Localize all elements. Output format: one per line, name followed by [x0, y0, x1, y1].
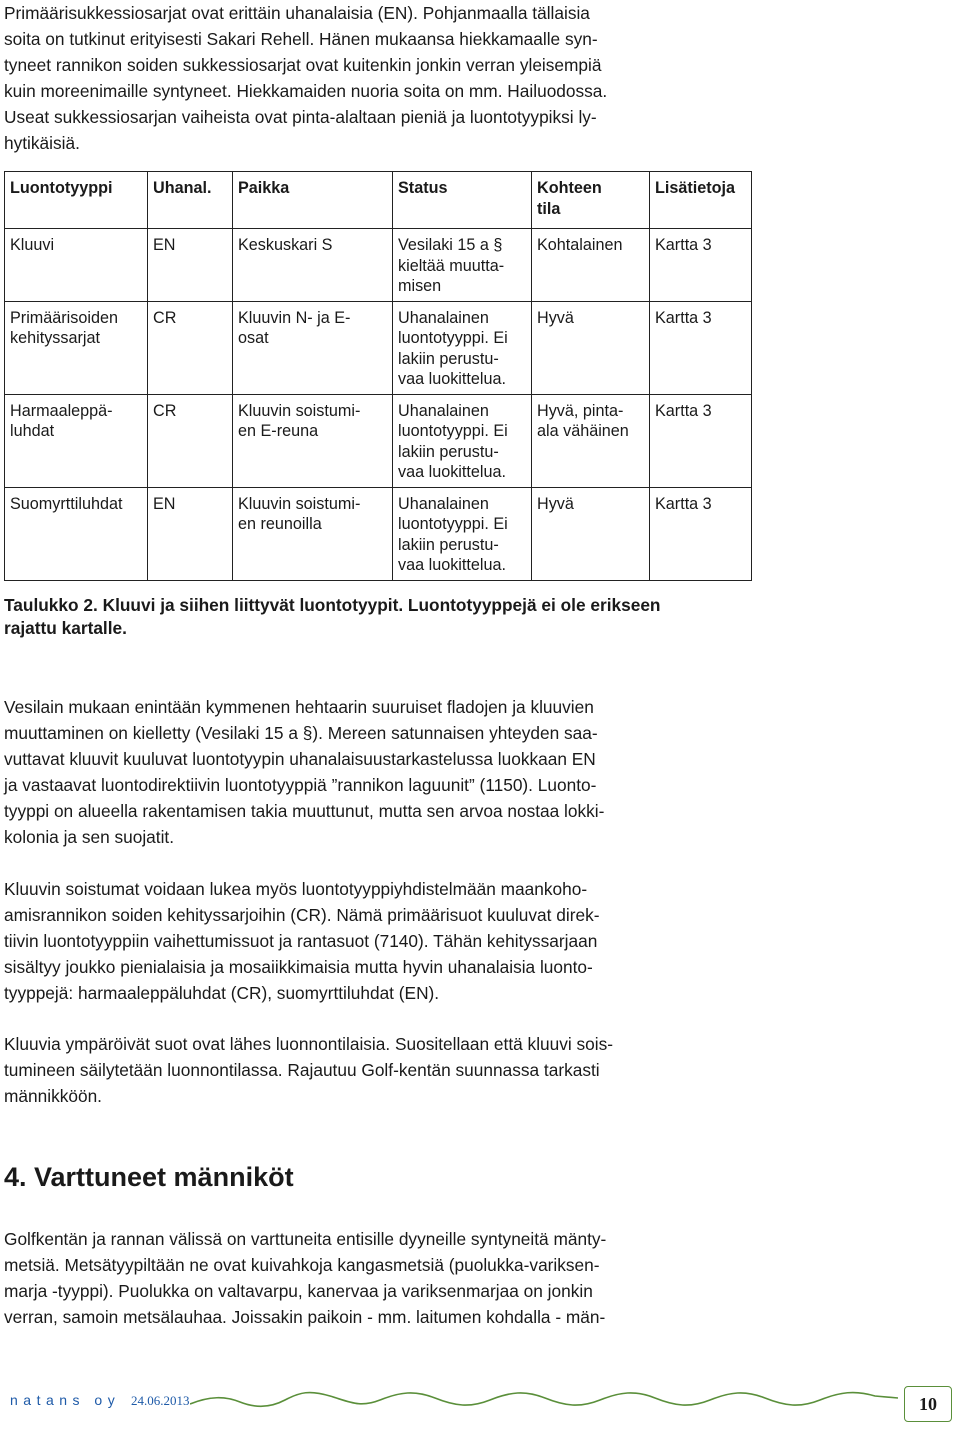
- cell-text: Hyvä: [537, 308, 574, 327]
- table-cell: [233, 301, 393, 394]
- table-cell: [5, 487, 148, 580]
- text-line: Useat sukkessiosarjan vaiheista ovat pinta-alaltaan pieniä ja luontotyypiksi ly-: [4, 107, 597, 127]
- text-line: vuttavat kluuvit kuuluvat luontotyypin uhanalaisuustarkastelussa luokkaan EN: [4, 749, 596, 769]
- footer-brand: natans oy: [10, 1392, 121, 1408]
- cell-text: Primäärisoiden: [10, 308, 118, 327]
- cell-text: Keskuskari S: [238, 236, 333, 254]
- table-cell: [148, 487, 233, 580]
- cell-text: Paikka: [238, 179, 290, 197]
- cell-text: Status: [398, 179, 448, 197]
- text-line: tumineen säilytetään luonnontilassa. Rajautuu Golf-kentän suunnassa tarkasti: [4, 1060, 600, 1080]
- cell-text: Kluuvin soistumi-: [238, 401, 361, 420]
- cell-text: en E-reuna: [238, 422, 319, 440]
- table-cell: [393, 301, 532, 394]
- body-paragraph: [4, 1226, 752, 1330]
- cell-text: en reunoilla: [238, 515, 322, 533]
- table-cell: [148, 229, 233, 302]
- cell-text: osat: [238, 329, 269, 347]
- column-header: [650, 172, 752, 229]
- cell-text: Luontotyyppi: [10, 179, 113, 197]
- table-cell: [233, 229, 393, 302]
- table-cell: [650, 229, 752, 302]
- cell-text: Uhanal.: [153, 179, 212, 197]
- table-cell: [5, 229, 148, 302]
- table-cell: [650, 301, 752, 394]
- cell-text: Hyvä: [537, 494, 574, 513]
- table-cell: [532, 487, 650, 580]
- body-paragraph: [4, 876, 752, 1006]
- text-line: Taulukko 2. Kluuvi ja siihen liittyvät luontotyypit. Luontotyyppejä ei ole erikseen: [4, 595, 661, 615]
- cell-text: misen: [398, 277, 442, 295]
- text-line: marja -tyyppi). Puolukka on valtavarpu, kanervaa ja variksenmarjaa on jonkin: [4, 1281, 593, 1301]
- footer-date: 24.06.2013: [131, 1393, 190, 1408]
- cell-text: luontotyyppi. Ei: [398, 329, 508, 347]
- table-cell: [532, 229, 650, 302]
- text-line: sisältyy joukko pienialaisia ja mosaiikkimaisia mutta hyvin uhanalaisia luonto-: [4, 957, 593, 977]
- table-caption: [4, 594, 754, 640]
- table-row: [5, 487, 752, 580]
- table-row: [5, 229, 752, 302]
- table-header-row: [5, 172, 752, 229]
- cell-text: kehityssarjat: [10, 329, 100, 347]
- column-header: [393, 172, 532, 229]
- table-cell: [393, 487, 532, 580]
- intro-paragraph: [4, 0, 752, 156]
- cell-text: luhdat: [10, 422, 55, 440]
- body-paragraph: [4, 694, 752, 850]
- text-line: Kluuvia ympäröivät suot ovat lähes luonnontilaisia. Suositellaan että kluuvi sois-: [4, 1034, 614, 1054]
- text-line: soita on tutkinut erityisesti Sakari Rehell. Hänen mukaansa hiekkamaalle syn-: [4, 29, 598, 49]
- cell-text: lakiin perustu-: [398, 349, 499, 368]
- cell-text: Uhanalainen: [398, 308, 489, 327]
- text-line: metsiä. Metsätyypiltään ne ovat kuivahkoja kangasmetsiä (puolukka-variksen-: [4, 1255, 600, 1275]
- table-row: [5, 394, 752, 487]
- text-line: tiivin luontotyyppiin vaihettumissuot ja rantasuot (7140). Tähän kehityssarjaan: [4, 931, 598, 951]
- cell-text: Suomyrttiluhdat: [10, 494, 123, 513]
- cell-text: Kohtalainen: [537, 236, 623, 254]
- footer-wave-decoration: [190, 1382, 898, 1414]
- text-line: hytikäisiä.: [4, 133, 80, 153]
- table-cell: [393, 229, 532, 302]
- column-header: [532, 172, 650, 229]
- table-cell: [148, 301, 233, 394]
- cell-text: vaa luokittelua.: [398, 370, 506, 388]
- cell-text: CR: [153, 401, 177, 420]
- cell-text: Kartta 3: [655, 401, 712, 420]
- cell-text: vaa luokittelua.: [398, 556, 506, 574]
- cell-text: kieltää muutta-: [398, 256, 505, 275]
- cell-text: EN: [153, 236, 176, 254]
- page-number: 10: [904, 1386, 952, 1422]
- column-header: [233, 172, 393, 229]
- cell-text: Kluuvin soistumi-: [238, 494, 361, 513]
- text-line: kolonia ja sen suojatit.: [4, 827, 175, 847]
- table-cell: [148, 394, 233, 487]
- text-line: amisrannikon soiden kehityssarjoihin (CR). Nämä primäärisuot kuuluvat direk-: [4, 905, 600, 925]
- cell-text: Uhanalainen: [398, 494, 489, 513]
- table-cell: [233, 487, 393, 580]
- column-header: [148, 172, 233, 229]
- text-line: Primäärisukkessiosarjat ovat erittäin uhanalaisia (EN). Pohjanmaalla tällaisia: [4, 3, 590, 23]
- table-cell: [233, 394, 393, 487]
- table-cell: [393, 394, 532, 487]
- cell-text: tila: [537, 199, 561, 218]
- cell-text: Kluuvi: [10, 236, 55, 254]
- table-cell: [5, 394, 148, 487]
- cell-text: Uhanalainen: [398, 401, 489, 420]
- cell-text: lakiin perustu-: [398, 442, 499, 461]
- cell-text: CR: [153, 308, 177, 327]
- cell-text: Kartta 3: [655, 236, 712, 254]
- cell-text: vaa luokittelua.: [398, 463, 506, 481]
- cell-text: ala vähäinen: [537, 422, 629, 440]
- text-line: männikköön.: [4, 1086, 102, 1106]
- cell-text: Hyvä, pinta-: [537, 401, 624, 420]
- text-line: kuin moreenimaille syntyneet. Hiekkamaiden nuoria soita on mm. Hailuodossa.: [4, 81, 608, 101]
- cell-text: Harmaaleppä-: [10, 401, 113, 420]
- habitat-table: [4, 171, 752, 581]
- table-cell: [532, 301, 650, 394]
- cell-text: Kartta 3: [655, 308, 712, 327]
- text-line: Golfkentän ja rannan välissä on varttuneita entisille dyyneille syntyneitä mänty-: [4, 1229, 607, 1249]
- text-line: Vesilain mukaan enintään kymmenen hehtaarin suuruiset fladojen ja kluuvien: [4, 697, 594, 717]
- cell-text: EN: [153, 494, 176, 513]
- table-cell: [650, 394, 752, 487]
- cell-text: Kohteen: [537, 179, 602, 197]
- cell-text: Lisätietoja: [655, 179, 736, 197]
- text-line: muuttaminen on kielletty (Vesilaki 15 a §). Mereen satunnaisen yhteyden saa-: [4, 723, 598, 743]
- table-row: [5, 301, 752, 394]
- table-cell: [532, 394, 650, 487]
- cell-text: Vesilaki 15 a §: [398, 236, 503, 254]
- text-line: Kluuvin soistumat voidaan lukea myös luontotyyppiyhdistelmään maankoho-: [4, 879, 588, 899]
- text-line: tyyppejä: harmaaleppäluhdat (CR), suomyrttiluhdat (EN).: [4, 983, 440, 1003]
- cell-text: Kluuvin N- ja E-: [238, 308, 351, 327]
- text-line: verran, samoin metsälauhaa. Joissakin paikoin - mm. laitumen kohdalla - män-: [4, 1307, 606, 1327]
- table-cell: [5, 301, 148, 394]
- text-line: tyyppi on alueella rakentamisen takia muuttunut, mutta sen arvoa nostaa lokki-: [4, 801, 605, 821]
- text-line: tyneet rannikon soiden sukkessiosarjat ovat kuitenkin jonkin verran yleisempiä: [4, 55, 602, 75]
- section-heading: 4. Varttuneet männiköt: [4, 1162, 294, 1192]
- body-paragraph: [4, 1031, 752, 1109]
- cell-text: luontotyyppi. Ei: [398, 422, 508, 440]
- table-cell: [650, 487, 752, 580]
- text-line: rajattu kartalle.: [4, 618, 127, 638]
- cell-text: lakiin perustu-: [398, 535, 499, 554]
- cell-text: Kartta 3: [655, 494, 712, 513]
- text-line: ja vastaavat luontodirektiivin luontotyyppiä ”rannikon laguunit” (1150). Luonto-: [4, 775, 597, 795]
- cell-text: luontotyyppi. Ei: [398, 515, 508, 533]
- column-header: [5, 172, 148, 229]
